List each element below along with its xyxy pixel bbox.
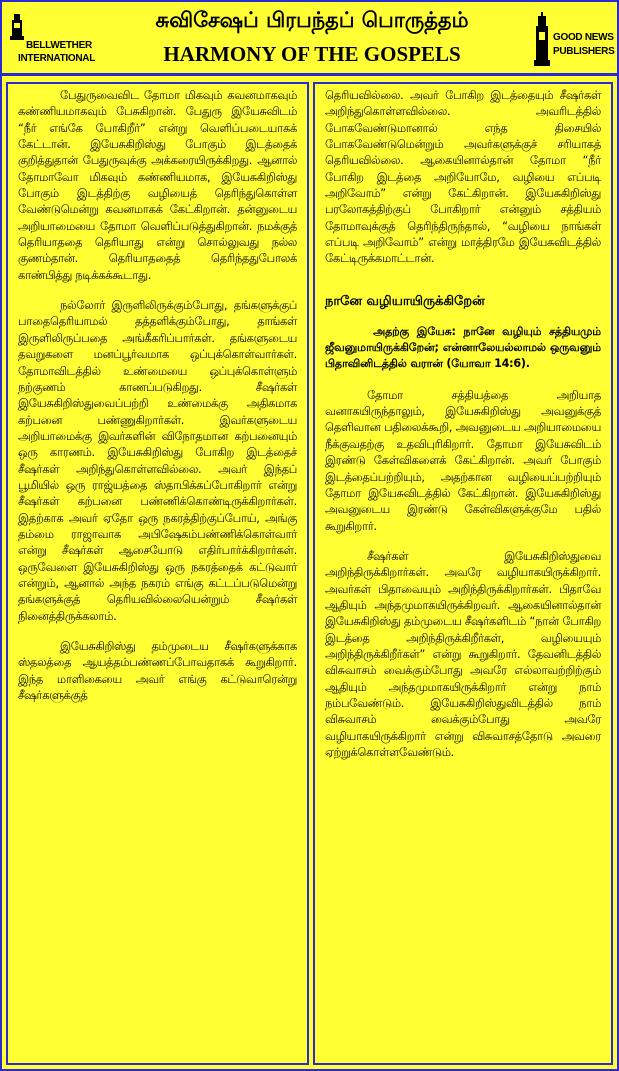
good-news-logo-line2: PUBLISHERS <box>553 46 615 57</box>
page-title-tamil: சுவிசேஷப் பிரபந்தப் பொருத்தம் <box>155 8 469 32</box>
left-column <box>6 82 309 1065</box>
bellwether-logo-line2: INTERNATIONAL <box>18 53 96 64</box>
page-header <box>2 2 617 76</box>
bellwether-logo <box>8 10 104 68</box>
section-heading: நானே வழியாயிருக்கிறேன் <box>325 293 485 309</box>
good-news-logo-line1: GOOD NEWS <box>553 32 614 43</box>
left-paragraph-2: நல்லோர் இருளிலிருக்கும்போது, தங்களுக்குப் பாதைதெரியாமல் தத்தளிக்கும்போது, தாங்கள் இருளிலிருப்பதை அங்கீகரிப்பார்கள். தங்களுடைய தவறுகளை மனப்பூர்வமாக ஒப்புக்கொள்வார்கள். தோமாவிடத்தில் உண்மையை ஒப்புக்கொள்ளும் நற்குணம் காணப்படுகிறது. சீஷர்கள் இயேசுகிறிஸ்துவைப்பற்றி உண்மைக்கு அதிகமாக கற்பனை பண்ணுகிறார்கள். இவர்களுடைய அறியாமைக்கு இவர்களின் விநோதமான கற்பனையும் ஒரு காரணம். இயேசுகிறிஸ்து போகிற இடத்தைச் சீஷர்கள் அறிந்துகொள்ளவில்லை. அவர் இந்தப் பூமியில் ஒரு ராஜ்யத்தை ஸ்தாபிக்கப்போகிறார் என்று சீஷர்கள் கற்பனை பண்ணிக்கொண்டிருக்கிறார்கள். இதற்காக அவர் ஏதோ ஒரு நகரத்திற்குப்போய், அங்கு தம்மை ராஜாவாக அபிஷேகம்பண்ணிக்கொள்வார் என்று சீஷர்கள் ஆசையோடு எதிர்பார்க்கிறார்கள். ஒருவேளை இயேசுகிறிஸ்து ஒரு நகரத்தைக் கட்டுவார் என்றும், ஆனால் அந்த நகரம் எங்கு கட்டப்படுமென்று தங்களுக்குத் தெரியவில்லையென்றும் சீஷர்கள் நினைத்திருக்கலாம். <box>18 299 297 623</box>
right-paragraph-1: தோமா சத்தியத்தை அறியாத வனாகயிருந்தாலும், இயேசுகிறிஸ்து அவனுக்குத் தெளிவான பதிலைக்கூறி, அவனுடைய அறியாமையை நீக்குவதற்கு உதவிபுரிகிறார். தோமா இயேசுவிடம் இரண்டு கேள்விகளைக் கேட்கிறான். அவர் போகும் இடத்தைப்பற்றியும், அதற்கான வழியைப்பற்றியும் தோமா இயேசுவிடத்தில் கேட்கிறான். இயேசுகிறிஸ்து அவனுடைய இரண்டு கேள்விகளுக்குமே பதில் கூறுகிறார். <box>325 388 601 533</box>
left-paragraph-1: பேதுருவைவிட தோமா மிகவும் கவனமாகவும் கண்ணியமாகவும் பேசுகிறான். பேதுரு இயேசுவிடம் “நீர் எங்கே போகிறீர்” என்று வெளிப்படையாகக் கேட்டான். இயேசுகிறிஸ்து போகும் இடத்தைக் குறித்துதான் பேதுருவுக்கு அக்கரையிருக்கிறது. ஆனால் தோமாவோ மிகவும் கண்ணியமாக, இயேசுகிறிஸ்து போகும் இடத்திற்கு வழியைத் தெரிந்துகொள்ள வேண்டுமென்று கவனமாகக் கேட்கிறான். தன்னுடைய அறியாமையை தோமா வெளிப்படுத்துகிறான். நமக்குத் தெரியாததை தெரியாது என்று சொல்லுவது நல்ல குணம்தான். தெரியாததைத் தெரிந்ததுபோலக் காண்பித்து நடிக்கக்கூடாது. <box>18 89 297 282</box>
bellwether-logo-line1: BELLWETHER <box>26 40 92 51</box>
scripture-verse: அதற்கு இயேசு: நானே வழியும் சத்தியமும் ஜீவனுமாயிருக்கிறேன்; என்னாலேயல்லாமல் ஒருவனும் பிதாவினிடத்தில் வரான் (யோவா 14:6). <box>325 324 601 370</box>
right-paragraph-2: சீஷர்கள் இயேசுகிறிஸ்துவை அறிந்திருக்கிறார்கள். அவரே வழியாகயிருக்கிறார். அவர்கள் பிதாவையும் அறிந்திருக்கிறார்கள். பிதாவே ஆதியும் அந்தமுமாகயிருக்கிறவர். ஆகையினால்தான் இயேசுகிறிஸ்து தம்முடைய சீஷர்களிடம் “நான் போகிற இடத்தை அறிந்திருக்கிறீர்கள், வழியையும் அறிந்திருக்கிறீர்கள்” என்று கூறுகிறார். தேவனிடத்தில் விசுவாசம் வைக்கும்போது அவரே எல்லாவற்றிற்கும் ஆதியும் அந்தமுமாகயிருக்கிறார் என்று நாம் நம்பவேண்டும். இயேசுகிறிஸ்துவிடத்தில் நாம் விசுவாசம் வைக்கும்போது அவரே வழியாகயிருக்கிறார் என்று விசுவாசத்தோடு அவரை ஏற்றுக்கொள்ளவேண்டும். <box>325 549 601 759</box>
good-news-logo <box>533 10 613 68</box>
right-column <box>313 82 613 1065</box>
left-paragraph-3: இயேசுகிறிஸ்து தம்முடைய சீஷர்களுக்காக ஸ்தலத்தை ஆயத்தம்பண்ணப்போவதாகக் கூறுகிறார். இந்த மாளிகையை அவர் எங்கு கட்டுவாரென்று சீஷர்களுக்குத் <box>18 640 297 703</box>
bellwether-logo-icon <box>8 12 26 40</box>
page-title-english: HARMONY OF THE GOSPELS <box>163 42 461 66</box>
good-news-logo-icon <box>533 12 551 66</box>
right-continuation-paragraph: தெரியவில்லை. அவர் போகிற இடத்தையும் சீஷர்கள் அறிந்துகொள்ளவில்லை. அவரிடத்தில் போகவேண்டுமானால் எந்த திசையில் போகவேண்டுமென்றும் அவர்களுக்குச் சரியாகத் தெரியவில்லை. ஆகையினால்தான் தோமா “நீர் போகிற இடத்தை அறியோமே, வழியை எப்படி அறிவோம்” என்று கேட்கிறான். இயேசுகிறிஸ்து பரலோகத்திற்குப் போகிறார் என்னும் சத்தியம் தோமாவுக்குத் தெரிந்திருந்தால், “வழியை நாங்கள் எப்படி அறிவோம்” என்று மாத்திரமே இயேசுவிடத்தில் கேட்டிருக்கமாட்டான். <box>325 89 601 266</box>
